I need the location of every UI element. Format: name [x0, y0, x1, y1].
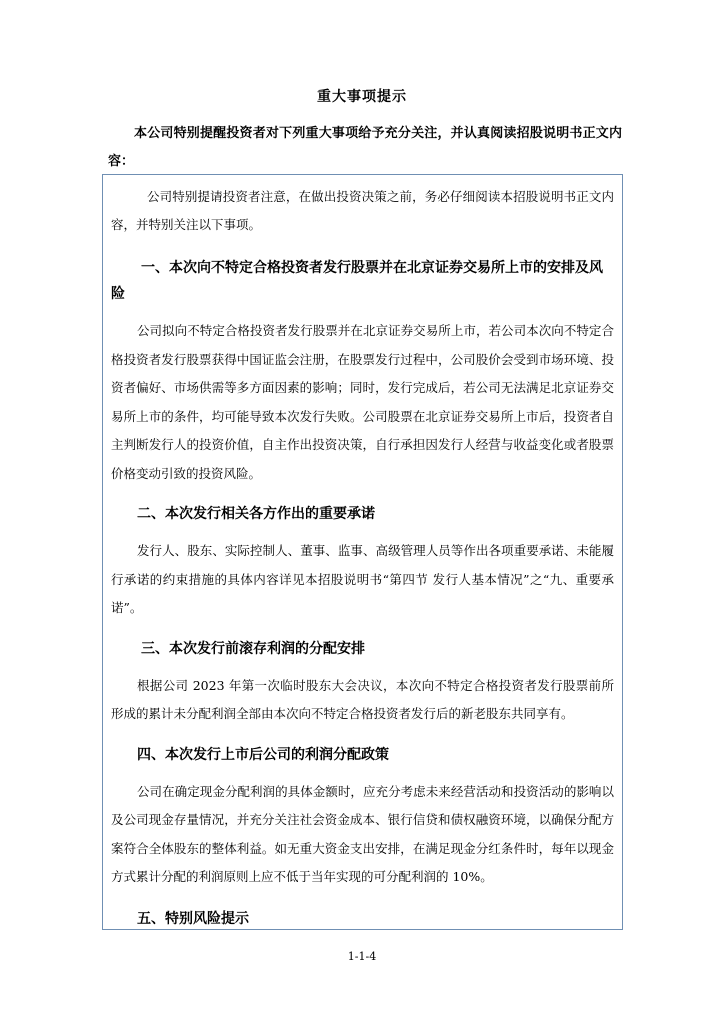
section-body-1: 公司拟向不特定合格投资者发行股票并在北京证券交易所上市，若公司本次向不特定合格投资者发行股票获得中国证监会注册，在股票发行过程中，公司股价会受到市场环境、投资者偏好、市场供需等多方面因素的影响；同时，发行完成后，若公司无法满足北京证券交易所上市的条件，均可能导致本次发行失败。公司股票在北京证券交易所上市后，投资者自主判断发行人的投资价值，自主作出投资决策，自行承担因发行人经营与收益变化或者股票价格变动引致的投资风险。	[111, 323, 614, 481]
section-heading-2: 二、本次发行相关各方作出的重要承诺	[137, 506, 375, 522]
notice-box	[102, 174, 623, 930]
lead-paragraph: 公司特别提请投资者注意，在做出投资决策之前，务必仔细阅读本招股说明书正文内容，并特别关注以下事项。	[111, 189, 614, 232]
page-number: 1-1-4	[347, 950, 377, 963]
section-heading-1: 一、本次向不特定合格投资者发行股票并在北京证券交易所上市的安排及风险	[111, 260, 603, 302]
section-body-4: 公司在确定现金分配利润的具体金额时，应充分考虑未来经营活动和投资活动的影响以及公司现金存量情况，并充分关注社会资金成本、银行信贷和债权融资环境，以确保分配方案符合全体股东的整体利益。如无重大资金支出安排，在满足现金分红条件时，每年以现金方式累计分配的利润原则上应不低于当年实现的可分配利润的 10%。	[111, 783, 614, 884]
section-body-3: 根据公司 2023 年第一次临时股东大会决议，本次向不特定合格投资者发行股票前所形成的累计未分配利润全部由本次向不特定合格投资者发行后的新老股东共同享有。	[111, 677, 614, 721]
section-heading-4: 四、本次发行上市后公司的利润分配政策	[137, 746, 389, 763]
section-heading-5: 五、特别风险提示	[137, 910, 249, 927]
intro-paragraph: 本公司特别提醒投资者对下列重大事项给予充分关注，并认真阅读招股说明书正文内容：	[108, 126, 622, 169]
section-body-2: 发行人、股东、实际控制人、董事、监事、高级管理人员等作出各项重要承诺、未能履行承诺的约束措施的具体内容详见本招股说明书“第四节 发行人基本情况”之“九、重要承诺”。	[111, 543, 614, 615]
page-title: 重大事项提示	[317, 89, 407, 105]
section-heading-3: 三、本次发行前滚存利润的分配安排	[141, 640, 365, 657]
